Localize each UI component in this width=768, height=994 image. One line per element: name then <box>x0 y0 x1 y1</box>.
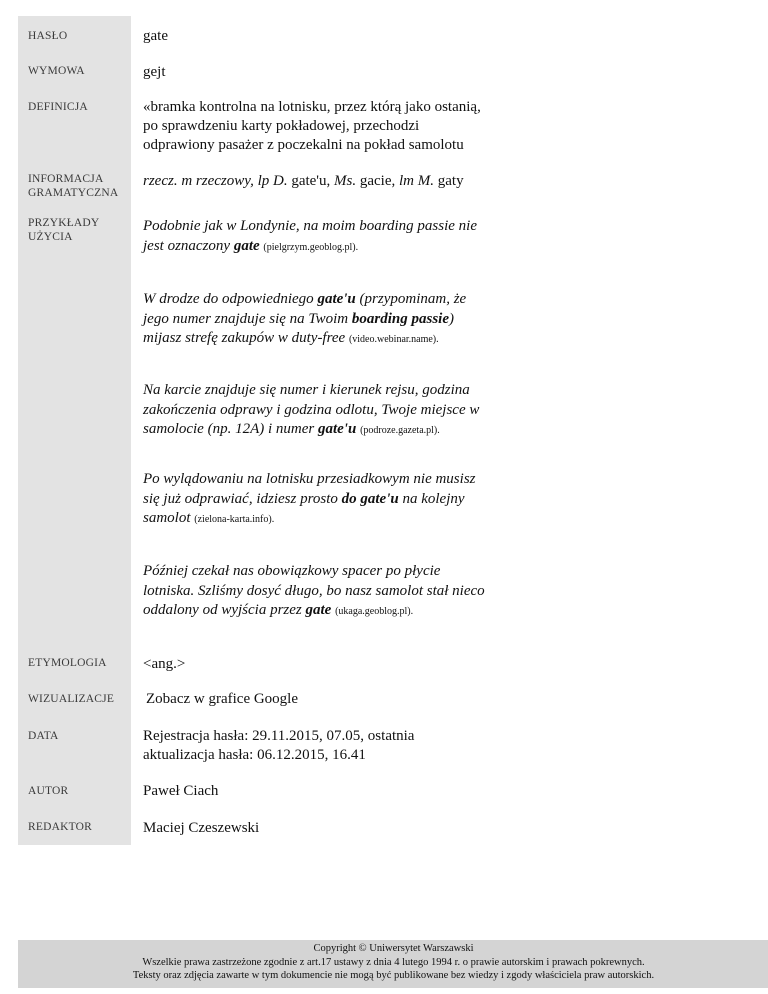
label-definicja: DEFINICJA <box>28 101 88 113</box>
example-4-keyword: do gate'u <box>341 490 399 507</box>
footer-notice: Teksty oraz zdjęcia zawarte w tym dokumencie nie mogą być publikowane bez wiedzy i zgody właściciela praw autorskich. <box>132 970 655 981</box>
label-autor: AUTOR <box>28 785 69 797</box>
editor: Maciej Czeszewski <box>143 820 260 836</box>
google-images-link[interactable]: Zobacz w grafice Google <box>146 691 299 707</box>
example-2: W drodze do odpowiedniego gate'u (przypominam, że jego numer znajduje się na Twoim boarding passie) mijasz strefę zakupów w duty-free (video.webinar.name). <box>143 291 467 346</box>
example-2-keyword: gate'u <box>317 291 356 307</box>
author: Paweł Ciach <box>143 783 219 799</box>
example-1: Podobnie jak w Londynie, na moim boarding passie nie jest oznaczony gate (pielgrzym.geoblog.pl). <box>143 218 477 254</box>
label-wizualizacje: WIZUALIZACJE <box>28 693 115 705</box>
label-column <box>18 16 131 845</box>
example-4-source: (zielona-karta.info). <box>194 514 275 525</box>
label-redaktor: REDAKTOR <box>28 821 93 833</box>
grammar-lp-d-form: gate'u, <box>291 173 331 189</box>
grammar-info <box>143 172 488 191</box>
entry-dates: Rejestracja hasła: 29.11.2015, 07.05, ostatnia aktualizacja hasła: 06.12.2015, 16.41 <box>143 728 415 763</box>
example-2-source: (video.webinar.name). <box>348 334 439 345</box>
etymology: <ang.> <box>143 656 186 672</box>
grammar-ms-form: gacie, <box>359 173 396 189</box>
example-1-keyword: gate <box>233 237 260 254</box>
example-3: Na karcie znajduje się numer i kierunek rejsu, godzina zakończenia odprawy i godzina odlotu, Twoje miejsce w samolocie (np. 12A) i numer gate'u (podroze.gazeta.pl). <box>143 382 480 437</box>
copyright-footer <box>18 940 768 988</box>
example-5-keyword: gate <box>305 602 332 618</box>
grammar-lm-label: lm M. <box>399 173 434 189</box>
grammar-pos: rzecz. m rzeczowy, <box>143 173 254 189</box>
example-5: Później czekał nas obowiązkowy spacer po płycie lotniska. Szliśmy dosyć długo, bo nasz samolot stał nieco oddalony od wyjścia przez gate (ukaga.geoblog.pl). <box>143 563 485 618</box>
pronunciation: gejt <box>143 64 166 80</box>
footer-copyright: Copyright © Uniwersytet Warszawski <box>313 943 474 954</box>
example-5-source: (ukaga.geoblog.pl). <box>335 606 414 617</box>
footer-rights: Wszelkie prawa zastrzeżone zgodnie z art.17 ustawy z dnia 4 lutego 1994 r. o prawie autorskim i prawach pokrewnych. <box>142 956 645 968</box>
label-informacja: INFORMACJA GRAMATYCZNA <box>28 173 119 199</box>
grammar-lp-d-label: lp D. <box>257 173 288 189</box>
example-1-source: (pielgrzym.geoblog.pl). <box>263 241 359 253</box>
example-3-source: (podroze.gazeta.pl). <box>360 425 440 436</box>
example-2-keyword-2: boarding passie <box>351 310 449 327</box>
label-wymowa: WYMOWA <box>28 65 85 77</box>
grammar-ms-label: Ms. <box>334 173 357 189</box>
label-przyklady: PRZYKŁADY UŻYCIA <box>28 217 100 243</box>
example-3-keyword: gate'u <box>317 421 357 437</box>
grammar-lm-form: gaty <box>437 173 464 189</box>
label-data: DATA <box>28 730 59 742</box>
definition: «bramka kontrolna na lotnisku, przez którą jako ostanią, po sprawdzeniu karty pokładowej, przechodzi odprawiony pasażer z poczekalni na pokład samolotu <box>143 99 481 153</box>
example-4: Po wylądowaniu na lotnisku przesiadkowym nie musisz się już odprawiać, idziesz prosto do gate'u na kolejny samolot (zielona-karta.info). <box>143 471 476 526</box>
headword: gate <box>143 28 168 44</box>
label-haslo: HASŁO <box>28 30 68 42</box>
label-etymologia: ETYMOLOGIA <box>28 657 107 669</box>
